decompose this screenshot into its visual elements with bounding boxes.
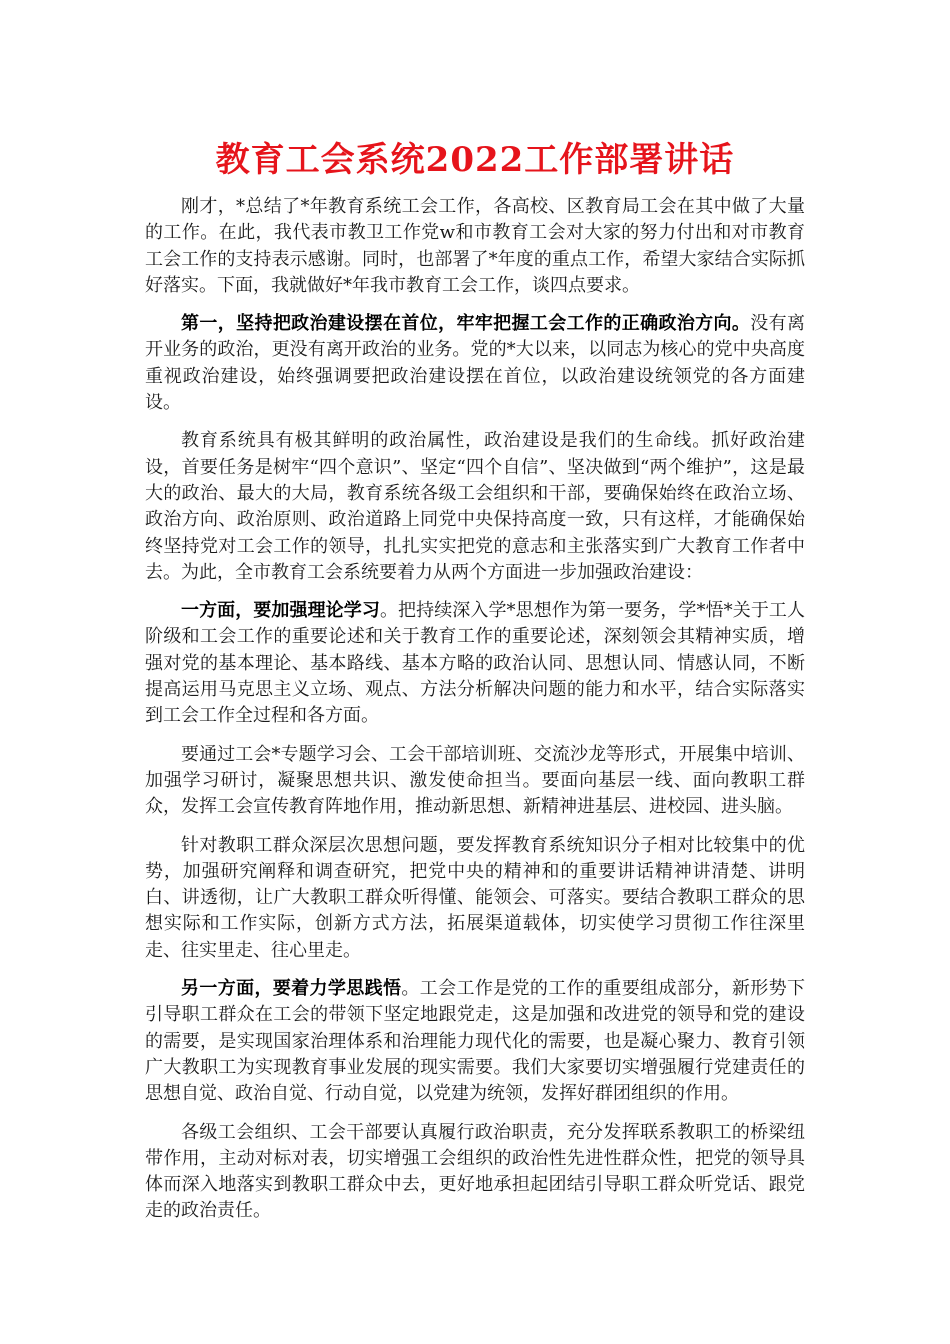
paragraph	[145, 598, 805, 729]
paragraph-text: 。工会工作是党的工作的重要组成部分，新形势下引导职工群众在工会的带领下坚定地跟党走，这是加强和改进党的领导和党的建设的需要，是实现国家治理体系和治理能力现代化的需要，也是凝心聚力、教育引领广大教职工为实现教育事业发展的现实需要。我们大家要切实增强履行党建责任的思想自觉、政治自觉、行动自觉，以党建为统领，发挥好群团组织的作用。	[145, 978, 806, 1105]
paragraph-text: 没有离开业务的政治，更没有离开政治的业务。党的*大以来，以同志为核心的党中央高度重视政治建设，始终强调要把政治建设摆在首位，以政治建设统领党的各方面建设。	[145, 313, 806, 414]
paragraph-text: 要通过工会*专题学习会、工会干部培训班、交流沙龙等形式，开展集中培训、加强学习研讨，凝聚思想共识、激发使命担当。要面向基层一线、面向教职工群众，发挥工会宣传教育阵地作用，推动新思想、新精神进基层、进校园、进头脑。	[145, 743, 805, 818]
paragraph	[145, 311, 805, 416]
paragraph	[145, 833, 805, 964]
paragraph	[145, 428, 805, 586]
paragraph-text: 。把持续深入学*思想作为第一要务，学*悟*关于工人阶级和工会工作的重要论述和关于教育工作的重要论述，深刻领会其精神实质，增强对党的基本理论、基本路线、基本方略的政治认同、思想认同、情感认同，不断提高运用马克思主义立场、观点、方法分析解决问题的能力和水平，结合实际落实到工会工作全过程和各方面。	[145, 600, 806, 727]
paragraph-text: 教育系统具有极其鲜明的政治属性，政治建设是我们的生命线。抓好政治建设，首要任务是树牢“四个意识”、坚定“四个自信”、坚决做到“两个维护”，这是最大的政治、最大的大局，教育系统各级工会组织和干部，要确保始终在政治立场、政治方向、政治原则、政治道路上同党中央保持高度一致，只有这样，才能确保始终坚持党对工会工作的领导，扎扎实实把党的意志和主张落实到广大教育工作者中去。为此，全市教育工会系统要着力从两个方面进一步加强政治建设：	[145, 430, 805, 583]
paragraph	[145, 1120, 805, 1225]
paragraph-text: 针对教职工群众深层次思想问题，要发挥教育系统知识分子相对比较集中的优势，加强研究阐释和调查研究，把党中央的精神和的重要讲话精神讲清楚、讲明白、讲透彻，让广大教职工群众听得懂、能领会、可落实。要结合教职工群众的思想实际和工作实际，创新方式方法，拓展渠道载体，切实使学习贯彻工作往深里走、往实里走、往心里走。	[145, 834, 805, 961]
document-body	[145, 194, 805, 1237]
paragraph	[145, 976, 805, 1107]
paragraph-lead: 另一方面，要着力学思践悟	[181, 978, 402, 1000]
document-title: 教育工会系统2022工作部署讲话	[215, 140, 735, 180]
paragraph-lead: 第一，坚持把政治建设摆在首位，牢牢把握工会工作的正确政治方向。	[181, 313, 751, 335]
paragraph	[145, 194, 805, 299]
paragraph	[145, 742, 805, 821]
paragraph-text: 刚才，*总结了*年教育系统工会工作，各高校、区教育局工会在其中做了大量的工作。在此，我代表市教卫工作党w和市教育工会对大家的努力付出和对市教育工会工作的支持表示感谢。同时，也部署了*年度的重点工作，希望大家结合实际抓好落实。下面，我就做好*年我市教育工会工作，谈四点要求。	[145, 196, 805, 296]
paragraph-lead: 一方面，要加强理论学习	[181, 600, 380, 622]
paragraph-text: 各级工会组织、工会干部要认真履行政治职责，充分发挥联系教职工的桥梁纽带作用，主动对标对表，切实增强工会组织的政治性先进性群众性，把党的领导具体而深入地落实到教职工群众中去，更好地承担起团结引导职工群众听党话、跟党走的政治责任。	[145, 1121, 805, 1222]
